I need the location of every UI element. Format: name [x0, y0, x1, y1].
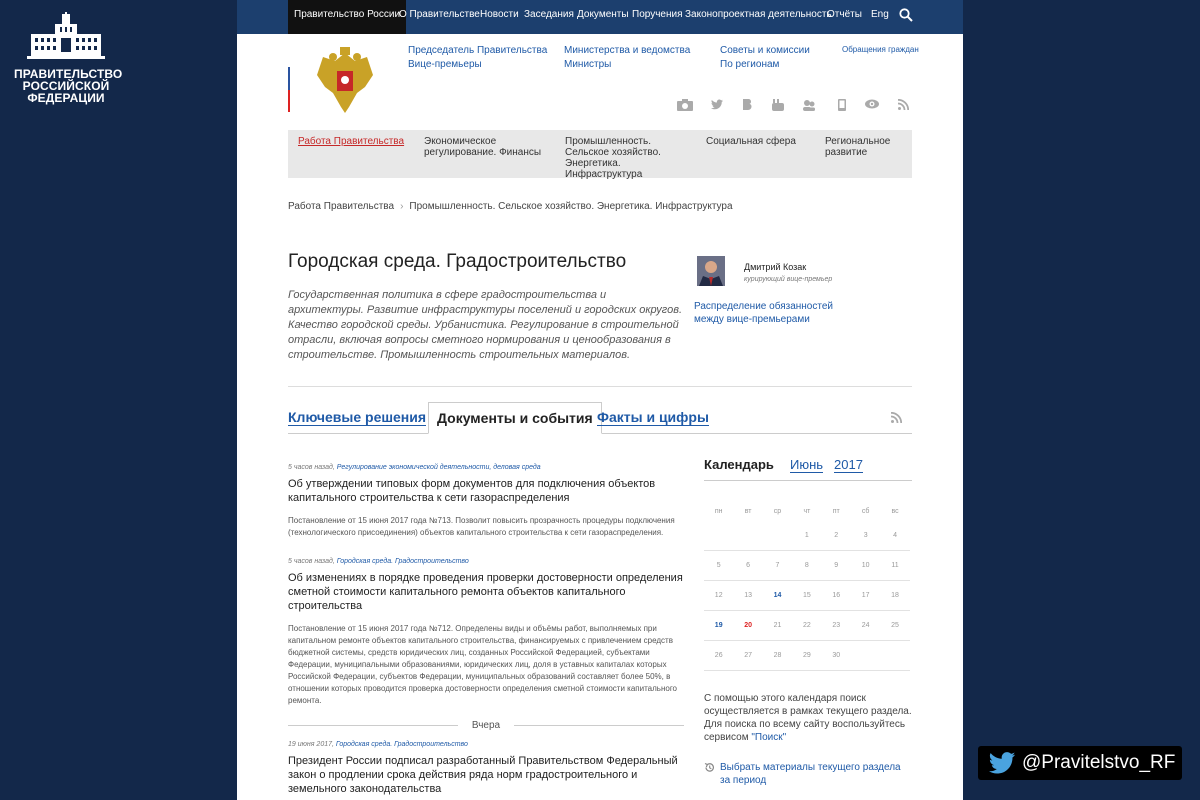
news-summary: Постановление от 15 июня 2017 года №712. Определены виды и объёмы работ, выполняемых при капитальном ремонте объектов капитального строительства, финансируемых с привлечением средств бюджетной системы, средств юридических лиц, созданных Российской Федерацией, субъектами Федерации, муниципальными образованиями, юридических лиц, доля в уставных капиталах которых Российской Федерации, субъектов Федерации, муниципальных образований составляет более 50%, в отношении которых проводится проверка достоверности определения сметной стоимости капитального ремонта.: [288, 624, 678, 705]
secnav-industry[interactable]: Промышленность. Сельское хозяйство. Энергетика. Инфраструктура: [565, 136, 661, 180]
calendar-week: [704, 611, 910, 641]
weekday-label: сб: [861, 507, 870, 515]
calendar-day-with-events[interactable]: 19: [714, 622, 723, 629]
breadcrumb-current: Промышленность. Сельское хозяйство. Энергетика. Инфраструктура: [409, 201, 733, 212]
calendar-day: 12: [714, 592, 723, 599]
calendar-note: [704, 692, 912, 744]
calendar-day: 25: [891, 622, 899, 629]
section-description: Государственная политика в сфере градостроительства и архитектуры. Развитие инфраструктуры поселений и городских округов. Качество городской среды. Урбанистика. Регулирование в строительной отрасли, включая вопросы сметного нормирования и ценообразования в строительстве. Промышленность строительных материалов.: [288, 289, 683, 361]
twitter-bird-icon: [988, 752, 1016, 774]
calendar-day: 9: [834, 562, 839, 569]
calendar-day: 28: [773, 652, 782, 659]
calendar-day: 17: [861, 592, 870, 599]
twitter-handle: @Pravitelstvo_RF: [1022, 752, 1176, 773]
eye-icon[interactable]: [865, 99, 879, 109]
curator-photo[interactable]: [697, 256, 725, 286]
news-topic-link[interactable]: Городская среда. Градостроительство: [335, 741, 468, 748]
link-vice-premiers[interactable]: Вице-премьеры: [408, 59, 482, 70]
calendar-week: [704, 521, 910, 551]
calendar-day: 18: [891, 592, 899, 599]
topnav-government[interactable]: Правительство России: [288, 0, 406, 34]
calendar-day: 3: [863, 532, 868, 539]
search-service-link[interactable]: "Поиск": [751, 732, 787, 743]
duties-distribution-link[interactable]: Распределение обязанностей между вице-премьерами: [694, 301, 833, 325]
calendar-day: 29: [802, 652, 811, 659]
white-house-icon: [25, 12, 107, 62]
topnav-reports[interactable]: Отчёты: [827, 9, 862, 20]
calendar-day: 30: [832, 652, 841, 659]
link-regions[interactable]: По регионам: [720, 59, 780, 70]
link-ministries[interactable]: Министерства и ведомства: [564, 45, 691, 56]
tab-documents-events[interactable]: Документы и события: [428, 402, 602, 434]
topnav-documents[interactable]: Документы: [577, 9, 629, 20]
list-item: [288, 741, 684, 796]
twitter-icon[interactable]: [711, 99, 723, 110]
link-chairman[interactable]: Председатель Правительства: [408, 45, 548, 56]
weekday-label: пт: [832, 507, 840, 515]
topnav-meetings[interactable]: Заседания: [524, 9, 574, 20]
youtube-icon[interactable]: [772, 99, 784, 111]
calendar-day: 5: [716, 562, 721, 569]
calendar-day: 16: [832, 592, 841, 599]
calendar-weekdays: [704, 501, 910, 521]
calendar-day: 10: [861, 562, 870, 569]
logo-line-3: ФЕДЕРАЦИИ: [27, 91, 105, 105]
list-item: [288, 464, 684, 539]
news-topic-link[interactable]: Регулирование экономической деятельности, деловая среда: [336, 464, 541, 471]
calendar-month-select[interactable]: Июнь: [790, 457, 824, 472]
calendar-day: 22: [802, 622, 811, 629]
tab-key-decisions[interactable]: Ключевые решения: [288, 409, 427, 425]
calendar-note-text: С помощью этого календаря поиск осуществляется в рамках текущего раздела. Для поиска по всему сайту воспользуйтесь сервисом: [704, 693, 912, 743]
link-councils[interactable]: Советы и комиссии: [720, 45, 810, 56]
calendar-day: 27: [744, 652, 752, 659]
topnav-about[interactable]: О Правительстве: [399, 9, 480, 20]
topnav-orders[interactable]: Поручения: [632, 9, 683, 20]
mobile-icon[interactable]: [838, 99, 846, 111]
breadcrumb-item[interactable]: Работа Правительства: [288, 201, 395, 212]
link-citizen-appeals[interactable]: Обращения граждан: [842, 45, 919, 54]
weekday-label: пн: [714, 507, 723, 515]
link-ministers[interactable]: Министры: [564, 59, 612, 70]
secnav-social[interactable]: Социальная сфера: [706, 136, 796, 147]
section-divider: [288, 386, 912, 387]
coat-of-arms-icon[interactable]: [313, 47, 377, 117]
secnav-government-work[interactable]: Работа Правительства: [298, 136, 405, 147]
news-title[interactable]: Об утверждении типовых форм документов для подключения объектов капитального строительства к сети газораспределения: [288, 478, 656, 504]
tab-facts-figures[interactable]: Факты и цифры: [597, 409, 709, 425]
topnav-news[interactable]: Новости: [480, 9, 519, 20]
news-meta: [288, 464, 684, 471]
search-icon[interactable]: [899, 8, 913, 22]
curator-role: курирующий вице-премьер: [744, 276, 833, 283]
calendar-day: 21: [773, 622, 782, 629]
calendar-day: 24: [861, 622, 870, 629]
calendar-day: 8: [804, 562, 809, 569]
logo-line-1: ПРАВИТЕЛЬСТВО: [14, 67, 123, 81]
calendar-week: [704, 581, 910, 611]
select-period-label: Выбрать материалы текущего раздела за период: [720, 762, 901, 786]
calendar-day: 23: [832, 622, 841, 629]
vk-icon[interactable]: [742, 99, 752, 111]
main-page: [237, 0, 963, 800]
weekday-label: ср: [773, 507, 782, 515]
topnav-legislation[interactable]: Законопроектная деятельность: [685, 9, 832, 20]
secnav-economy[interactable]: Экономическое регулирование. Финансы: [424, 136, 542, 158]
news-feed: [288, 464, 684, 796]
calendar-header: [704, 449, 912, 481]
weekday-label: вт: [744, 507, 752, 515]
secnav-regional[interactable]: Региональное развитие: [825, 136, 891, 158]
news-time: 5 часов назад,: [288, 558, 335, 565]
twitter-badge[interactable]: [978, 746, 1182, 780]
news-topic-link[interactable]: Городская среда. Градостроительство: [336, 558, 469, 565]
flag-bar-red: [288, 90, 290, 112]
camera-icon[interactable]: [677, 99, 693, 111]
day-separator: [288, 715, 684, 735]
news-title[interactable]: Об изменениях в порядке проведения проверки достоверности определения сметной стоимости капитального ремонта объектов капитального строительства: [288, 572, 683, 612]
government-logo[interactable]: [14, 12, 123, 105]
calendar-day: 7: [775, 562, 780, 569]
calendar-week: [704, 641, 910, 671]
content-tabs: [288, 403, 912, 434]
curator-name[interactable]: Дмитрий Козак: [744, 262, 807, 272]
calendar-day: 1: [804, 532, 809, 539]
logo-line-2: РОССИЙСКОЙ: [22, 79, 110, 93]
rss-icon[interactable]: [898, 99, 909, 110]
news-meta: [288, 558, 684, 565]
calendar-day-with-events[interactable]: 14: [773, 592, 782, 599]
page-title: Городская среда. Градостроительство: [288, 251, 627, 272]
calendar-day: 4: [893, 532, 897, 539]
list-item: [288, 558, 684, 707]
calendar: [704, 449, 912, 786]
odnoklassniki-icon[interactable]: [803, 99, 815, 111]
select-period-link[interactable]: [704, 761, 912, 787]
calendar-grid: [704, 501, 910, 671]
news-meta: [288, 741, 684, 748]
topnav-english[interactable]: Eng: [871, 9, 889, 20]
section-navigation: [288, 130, 912, 178]
calendar-title: Календарь: [704, 457, 774, 472]
calendar-day: 26: [714, 652, 723, 659]
calendar-day: 13: [744, 592, 752, 599]
weekday-label: чт: [803, 507, 811, 515]
history-icon: [704, 762, 715, 773]
calendar-day: 2: [834, 532, 839, 539]
calendar-day-today[interactable]: 20: [744, 622, 752, 629]
news-title[interactable]: Президент России подписал разработанный Правительством Федеральный закон о продлении срока действия ряда норм градостроительного и земельного законодательства: [288, 755, 678, 795]
rss-icon[interactable]: [891, 412, 902, 423]
news-time: 5 часов назад,: [288, 464, 335, 471]
top-navigation: [237, 0, 963, 34]
calendar-year-select[interactable]: 2017: [834, 457, 863, 472]
calendar-day: 6: [746, 562, 751, 569]
calendar-day: 15: [802, 592, 811, 599]
weekday-label: вс: [891, 507, 899, 515]
breadcrumb: [288, 201, 733, 212]
calendar-week: [704, 551, 910, 581]
calendar-day: 11: [891, 562, 899, 569]
day-separator-label: Вчера: [458, 720, 514, 731]
news-time: 19 июня 2017,: [288, 741, 334, 748]
chevron-right-icon: ›: [400, 201, 404, 212]
news-summary: Постановление от 15 июня 2017 года №713. Позволит повысить прозрачность процедуры подключения (технологического присоединения) объектов капитального строительства к сети газораспределения.: [288, 516, 675, 537]
